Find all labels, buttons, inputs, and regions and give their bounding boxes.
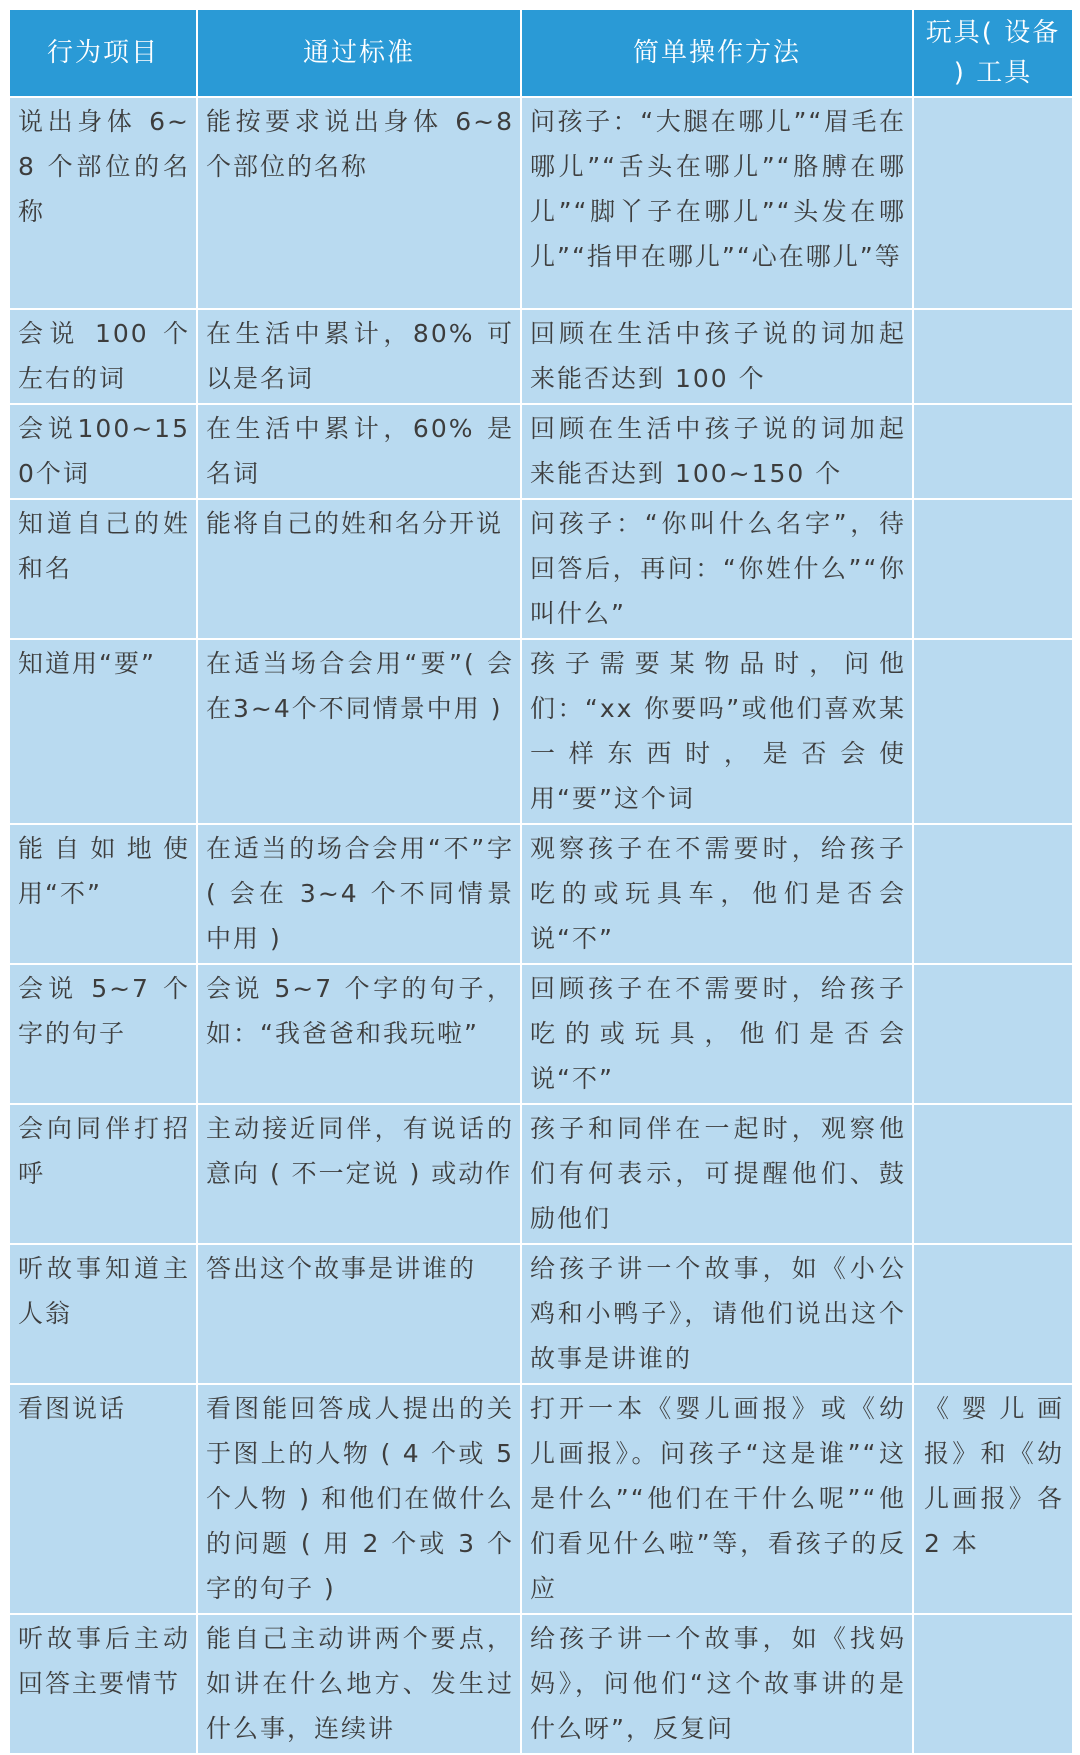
header-behavior: 行为项目 <box>9 9 197 97</box>
cell-standard: 会说 5~7 个字的句子，如：“我爸爸和我玩啦” <box>197 964 521 1104</box>
header-tools: 玩具( 设备 ) 工具 <box>913 9 1073 97</box>
cell-standard: 能按要求说出身体 6~8 个部位的名称 <box>197 97 521 309</box>
cell-standard: 在适当场合会用“要”( 会在3~4个不同情景中用 ) <box>197 639 521 824</box>
table-header-row <box>9 9 1073 97</box>
cell-behavior: 听故事后主动回答主要情节 <box>9 1614 197 1754</box>
behavior-assessment-table-container <box>8 8 1072 1743</box>
cell-tools <box>913 309 1073 404</box>
cell-standard: 答出这个故事是讲谁的 <box>197 1244 521 1384</box>
cell-method: 回顾在生活中孩子说的词加起来能否达到 100 个 <box>521 309 913 404</box>
cell-behavior: 知道自己的姓和名 <box>9 499 197 639</box>
cell-tools <box>913 1614 1073 1754</box>
cell-behavior: 会向同伴打招呼 <box>9 1104 197 1244</box>
cell-method: 给孩子讲一个故事，如《找妈妈》，问他们“这个故事讲的是什么呀”，反复问 <box>521 1614 913 1754</box>
table-row <box>9 309 1073 404</box>
cell-method: 给孩子讲一个故事，如《小公鸡和小鸭子》，请他们说出这个故事是讲谁的 <box>521 1244 913 1384</box>
cell-tools: 《婴儿画报》和《幼儿画报》各 2 本 <box>913 1384 1073 1614</box>
cell-tools <box>913 404 1073 499</box>
table-row <box>9 964 1073 1104</box>
cell-method: 回顾在生活中孩子说的词加起来能否达到 100~150 个 <box>521 404 913 499</box>
cell-standard: 在适当的场合会用“不”字 ( 会在 3~4 个不同情景中用 ) <box>197 824 521 964</box>
table-row <box>9 824 1073 964</box>
cell-standard: 主动接近同伴，有说话的意向 ( 不一定说 ) 或动作 <box>197 1104 521 1244</box>
header-standard: 通过标准 <box>197 9 521 97</box>
table-row <box>9 1384 1073 1614</box>
cell-tools <box>913 97 1073 309</box>
cell-tools <box>913 964 1073 1104</box>
cell-tools <box>913 1104 1073 1244</box>
cell-standard: 能自己主动讲两个要点，如讲在什么地方、发生过什么事，连续讲 <box>197 1614 521 1754</box>
cell-behavior: 会说 5~7 个字的句子 <box>9 964 197 1104</box>
cell-standard: 看图能回答成人提出的关于图上的人物 ( 4 个或 5 个人物 ) 和他们在做什么的问题 ( 用 2 个或 3 个字的句子 ) <box>197 1384 521 1614</box>
table-row <box>9 1104 1073 1244</box>
cell-tools <box>913 639 1073 824</box>
cell-method: 打开一本《婴儿画报》或《幼儿画报》。问孩子“这是谁”“这是什么”“他们在干什么呢”“他们看见什么啦”等，看孩子的反应 <box>521 1384 913 1614</box>
table-row <box>9 404 1073 499</box>
cell-behavior: 说出身体 6~8 个部位的名称 <box>9 97 197 309</box>
cell-method: 观察孩子在不需要时，给孩子吃的或玩具车，他们是否会说“不” <box>521 824 913 964</box>
cell-method: 问孩子：“你叫什么名字”，待回答后，再问：“你姓什么”“你叫什么” <box>521 499 913 639</box>
cell-tools <box>913 1244 1073 1384</box>
cell-behavior: 看图说话 <box>9 1384 197 1614</box>
cell-tools <box>913 824 1073 964</box>
cell-behavior: 听故事知道主人翁 <box>9 1244 197 1384</box>
cell-behavior: 会说 100 个左右的词 <box>9 309 197 404</box>
cell-method: 回顾孩子在不需要时，给孩子吃的或玩具，他们是否会说“不” <box>521 964 913 1104</box>
table-row <box>9 1614 1073 1754</box>
cell-standard: 在生活中累计，60% 是名词 <box>197 404 521 499</box>
cell-behavior: 会说100~150个词 <box>9 404 197 499</box>
header-method: 简单操作方法 <box>521 9 913 97</box>
cell-behavior: 能自如地使用“不” <box>9 824 197 964</box>
table-row <box>9 639 1073 824</box>
cell-behavior: 知道用“要” <box>9 639 197 824</box>
table-row <box>9 97 1073 309</box>
behavior-assessment-table <box>8 8 1074 1755</box>
cell-tools <box>913 499 1073 639</box>
table-row <box>9 499 1073 639</box>
cell-method: 孩子需要某物品时，问他们：“xx 你要吗”或他们喜欢某一样东西时，是否会使用“要”这个词 <box>521 639 913 824</box>
table-row <box>9 1244 1073 1384</box>
cell-method: 问孩子：“大腿在哪儿”“眉毛在哪儿”“舌头在哪儿”“胳膊在哪儿”“脚丫子在哪儿”“头发在哪儿”“指甲在哪儿”“心在哪儿”等 <box>521 97 913 309</box>
cell-standard: 能将自己的姓和名分开说 <box>197 499 521 639</box>
cell-method: 孩子和同伴在一起时，观察他们有何表示，可提醒他们、鼓励他们 <box>521 1104 913 1244</box>
cell-standard: 在生活中累计，80% 可以是名词 <box>197 309 521 404</box>
